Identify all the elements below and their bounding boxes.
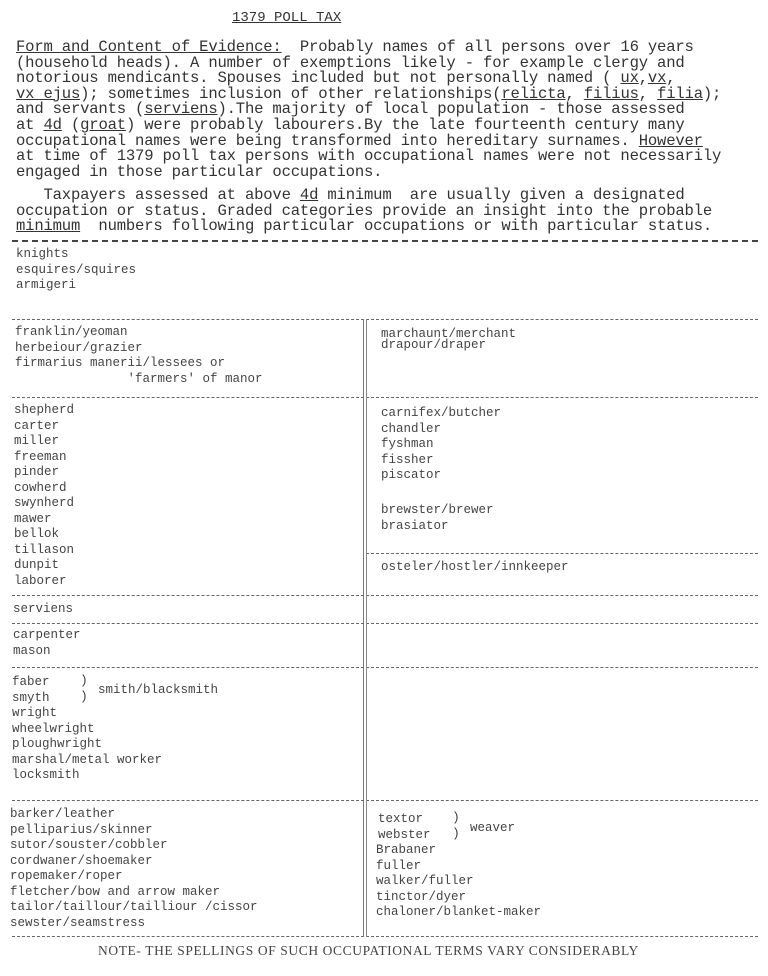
text-segment: ); — [702, 84, 722, 103]
text-segment: Probably names of all persons over 16 years — [281, 38, 694, 56]
underlined-term: 4d — [43, 115, 62, 134]
bracket: ) ) — [80, 673, 88, 704]
divider — [12, 667, 758, 668]
underlined-term: ux — [620, 69, 639, 88]
underlined-term: serviens — [144, 100, 218, 119]
footer-note: NOTE- THE SPELLINGS OF SUCH OCCUPATIONAL TERMS VARY CONSIDERABLY — [98, 943, 639, 958]
text-segment: , — [565, 84, 584, 103]
underlined-term: groat — [80, 115, 126, 134]
text-segment: , — [638, 84, 658, 103]
divider — [12, 319, 758, 320]
section-smith-label: smith/blacksmith — [98, 683, 219, 697]
text-segment: ( — [61, 115, 81, 134]
column-divider — [363, 319, 367, 937]
text-segment: engaged in those particular occupations. — [16, 162, 383, 181]
text-segment: minimum are usually given a designated — [318, 186, 685, 204]
section-weaver-label: weaver — [470, 821, 516, 835]
underlined-term: However — [638, 131, 703, 150]
paragraph-evidence — [16, 40, 721, 180]
divider — [12, 623, 758, 624]
text-segment: at time of 1379 poll tax persons with occupational names were not necessarily — [16, 147, 722, 166]
divider — [12, 936, 758, 937]
underlined-term: relicta — [501, 84, 566, 103]
section-textile: Brabaner fuller walker/fuller tinctor/dyer chaloner/blanket-maker — [376, 843, 542, 919]
section-victuallers: carnifex/butcher chandler fyshman fissher piscator — [381, 406, 502, 482]
section-smith-terms: faber smyth — [12, 675, 50, 705]
section-franklin: franklin/yeoman herbeiour/grazier firmarius manerii/lessees or 'farmers' of manor — [15, 325, 263, 386]
underlined-term: Form and Content of Evidence: — [16, 38, 282, 56]
text-segment: occupational names were being transformed into hereditary surnames. — [16, 131, 639, 150]
underlined-term: minimum — [16, 217, 81, 236]
section-servants: serviens — [13, 602, 74, 616]
text-segment: and servants ( — [16, 100, 145, 119]
section-weaver-terms: textor webster — [378, 812, 431, 842]
text-segment: , — [666, 69, 676, 88]
divider — [366, 553, 758, 554]
divider — [12, 595, 758, 596]
divider — [12, 397, 758, 398]
section-merchant: marchaunt/merchant drapour/draper — [381, 327, 517, 352]
text-segment: ) were probably labourers.By the late fourteenth century many — [125, 115, 685, 134]
text-segment: ).The majority of local population - those assessed — [217, 100, 685, 119]
text-segment: , — [638, 69, 648, 88]
paragraph-taxpayers — [16, 188, 712, 235]
section-building: carpenter mason — [13, 628, 81, 658]
underlined-term: filius — [583, 84, 639, 103]
section-nobility: knights esquires/squires armigeri — [16, 247, 137, 292]
section-metal: wright wheelwright ploughwright marshal/metal worker locksmith — [12, 706, 163, 782]
text-segment: (household heads). A number of exemptions likely - for example clergy and — [16, 53, 685, 72]
text-segment: occupation or status. Graded categories provide an insight into the probable — [16, 201, 712, 220]
section-rural: shepherd carter miller freeman pinder cowherd swynherd mawer bellok tillason dunpit laborer — [14, 403, 75, 588]
underlined-term: vx ejus — [16, 84, 81, 103]
underlined-term: 4d — [299, 186, 319, 204]
divider-top — [12, 240, 758, 242]
text-segment: ); sometimes inclusion of other relationships( — [80, 84, 502, 103]
text-segment: at — [16, 115, 44, 134]
paragraph-line — [16, 162, 721, 181]
text-segment: numbers following particular occupations or with particular status. — [80, 217, 712, 236]
underlined-term: vx — [647, 69, 667, 88]
section-innkeeper: osteler/hostler/innkeeper — [381, 560, 569, 574]
paragraph-line — [16, 219, 712, 235]
divider — [12, 800, 758, 801]
section-brewers: brewster/brewer brasiator — [381, 503, 494, 533]
text-segment: notorious mendicants. Spouses included but not personally named ( — [16, 69, 621, 88]
section-leather: barker/leather pelliparius/skinner sutor/souster/cobbler cordwaner/shoemaker ropemaker/roper fletcher/bow and arrow maker tailor/taillour/tailliour /cissor sewster/seamstress — [10, 807, 258, 930]
text-segment: Taxpayers assessed at above — [16, 186, 300, 204]
document-title: 1379 POLL TAX — [232, 10, 342, 26]
underlined-term: filia — [657, 84, 703, 103]
bracket: ) ) — [452, 810, 460, 841]
